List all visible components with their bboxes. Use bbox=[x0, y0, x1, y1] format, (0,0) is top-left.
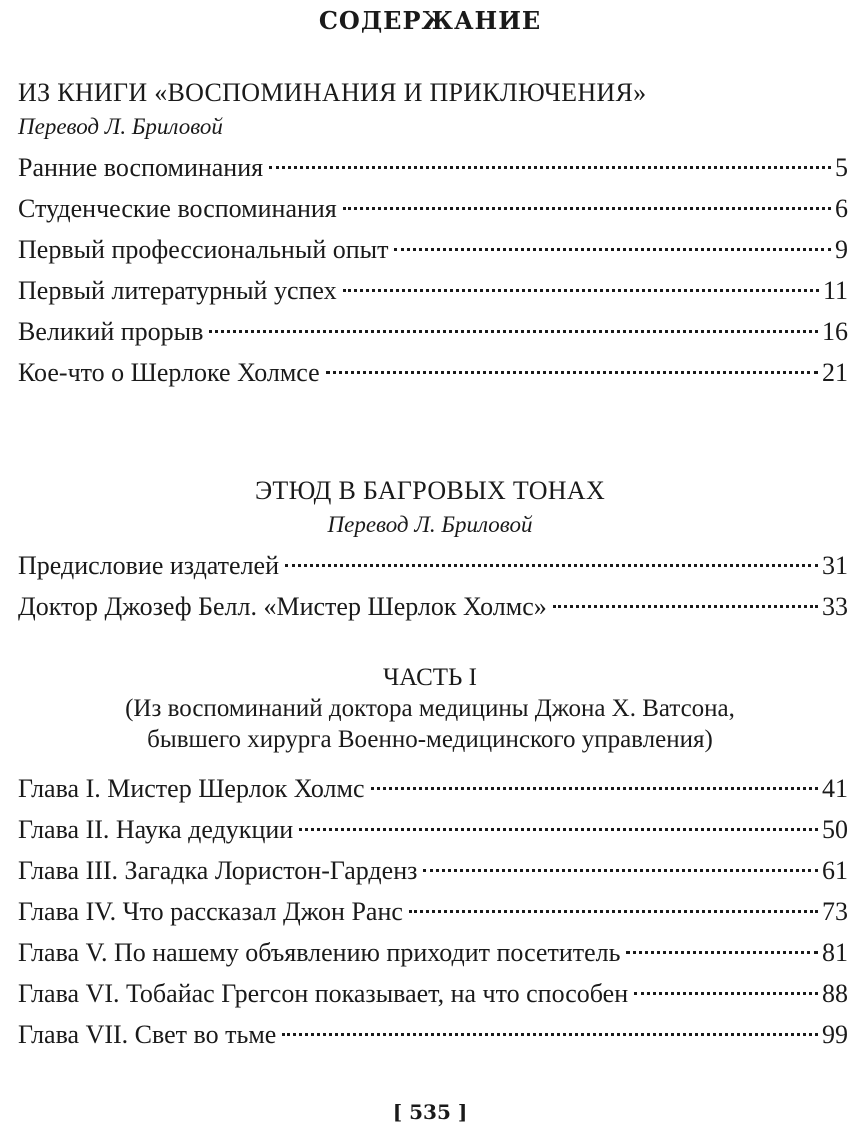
part-label: ЧАСТЬ I bbox=[383, 664, 477, 691]
toc-entry[interactable] bbox=[18, 592, 848, 633]
toc-entry[interactable] bbox=[18, 358, 848, 399]
toc-entry[interactable] bbox=[18, 194, 848, 235]
toc-entry-page: 73 bbox=[822, 897, 848, 926]
toc-entry[interactable] bbox=[18, 1020, 848, 1061]
toc-entry[interactable] bbox=[18, 897, 848, 938]
toc-list-memories bbox=[18, 153, 848, 399]
toc-entry-page: 41 bbox=[822, 774, 848, 803]
toc-entry-title: Студенческие воспоминания bbox=[18, 194, 337, 223]
toc-entry-title: Глава II. Наука дедукции bbox=[18, 815, 294, 844]
dot-leader bbox=[371, 787, 819, 790]
dot-leader bbox=[209, 330, 818, 333]
toc-entry-page: 21 bbox=[822, 358, 848, 387]
toc-entry[interactable] bbox=[18, 317, 848, 358]
part-heading-block bbox=[0, 662, 860, 755]
toc-entry-title: Великий прорыв bbox=[18, 317, 204, 346]
toc-entry[interactable] bbox=[18, 551, 848, 592]
translator-credit: Перевод Л. Бриловой bbox=[327, 512, 533, 537]
toc-entry[interactable] bbox=[18, 815, 848, 856]
toc-entry-title: Ранние воспоминания bbox=[18, 153, 264, 182]
dot-leader bbox=[634, 992, 818, 995]
page-title: СОДЕРЖАНИЕ bbox=[318, 6, 542, 35]
toc-entry-title: Первый профессиональный опыт bbox=[18, 235, 389, 264]
toc-entry-title: Предисловие издателей bbox=[18, 551, 280, 580]
toc-entry-page: 99 bbox=[822, 1020, 848, 1049]
toc-entry[interactable] bbox=[18, 235, 848, 276]
dot-leader bbox=[285, 564, 818, 567]
toc-entry-page: 11 bbox=[822, 276, 848, 305]
toc-list-study-front-matter bbox=[18, 551, 848, 633]
toc-entry-title: Доктор Джозеф Белл. «Мистер Шерлок Холмс» bbox=[18, 592, 547, 621]
dot-leader bbox=[299, 828, 818, 831]
section-heading-study-in-scarlet: ЭТЮД В БАГРОВЫХ ТОНАХ bbox=[254, 476, 606, 505]
dot-leader bbox=[343, 207, 831, 210]
toc-entry-page: 61 bbox=[822, 856, 848, 885]
toc-entry-page: 6 bbox=[835, 194, 848, 223]
part-subtitle-line-1: (Из воспоминаний доктора медицины Джона Х. Ватсона, bbox=[125, 695, 735, 722]
toc-entry-title: Глава IV. Что рассказал Джон Ранс bbox=[18, 897, 403, 926]
section-heading-memories: ИЗ КНИГИ «ВОСПОМИНАНИЯ И ПРИКЛЮЧЕНИЯ» bbox=[18, 78, 647, 107]
dot-leader bbox=[423, 869, 818, 872]
toc-entry-title: Первый литературный успех bbox=[18, 276, 337, 305]
toc-entry[interactable] bbox=[18, 856, 848, 897]
toc-entry[interactable] bbox=[18, 938, 848, 979]
toc-entry-title: Глава III. Загадка Лористон-Гарденз bbox=[18, 856, 418, 885]
toc-entry[interactable] bbox=[18, 774, 848, 815]
toc-entry-page: 9 bbox=[835, 235, 848, 264]
toc-entry-title: Кое-что о Шерлоке Холмсе bbox=[18, 358, 320, 387]
toc-entry-title: Глава VII. Свет во тьме bbox=[18, 1020, 277, 1049]
toc-entry[interactable] bbox=[18, 153, 848, 194]
toc-entry-title: Глава VI. Тобайас Грегсон показывает, на что способен bbox=[18, 979, 629, 1008]
toc-entry-page: 33 bbox=[822, 592, 848, 621]
toc-entry-page: 81 bbox=[822, 938, 848, 967]
toc-entry[interactable] bbox=[18, 979, 848, 1020]
dot-leader bbox=[269, 166, 831, 169]
toc-entry-page: 50 bbox=[822, 815, 848, 844]
toc-list-part-one-chapters bbox=[18, 774, 848, 1061]
dot-leader bbox=[343, 289, 819, 292]
dot-leader bbox=[553, 605, 818, 608]
dot-leader bbox=[394, 248, 831, 251]
dot-leader bbox=[626, 951, 818, 954]
toc-entry-page: 5 bbox=[835, 153, 848, 182]
dot-leader bbox=[282, 1033, 818, 1036]
translator-credit: Перевод Л. Бриловой bbox=[18, 114, 223, 139]
toc-entry-page: 16 bbox=[822, 317, 848, 346]
toc-entry-title: Глава V. По нашему объявлению приходит посетитель bbox=[18, 938, 621, 967]
dot-leader bbox=[326, 371, 818, 374]
toc-entry-page: 88 bbox=[822, 979, 848, 1008]
toc-entry-title: Глава I. Мистер Шерлок Холмс bbox=[18, 774, 365, 803]
part-subtitle-line-2: бывшего хирурга Военно-медицинского управления) bbox=[147, 726, 713, 753]
dot-leader bbox=[409, 910, 818, 913]
toc-entry-page: 31 bbox=[822, 551, 848, 580]
page-number: [ 535 ] bbox=[392, 1100, 468, 1124]
toc-entry[interactable] bbox=[18, 276, 848, 317]
